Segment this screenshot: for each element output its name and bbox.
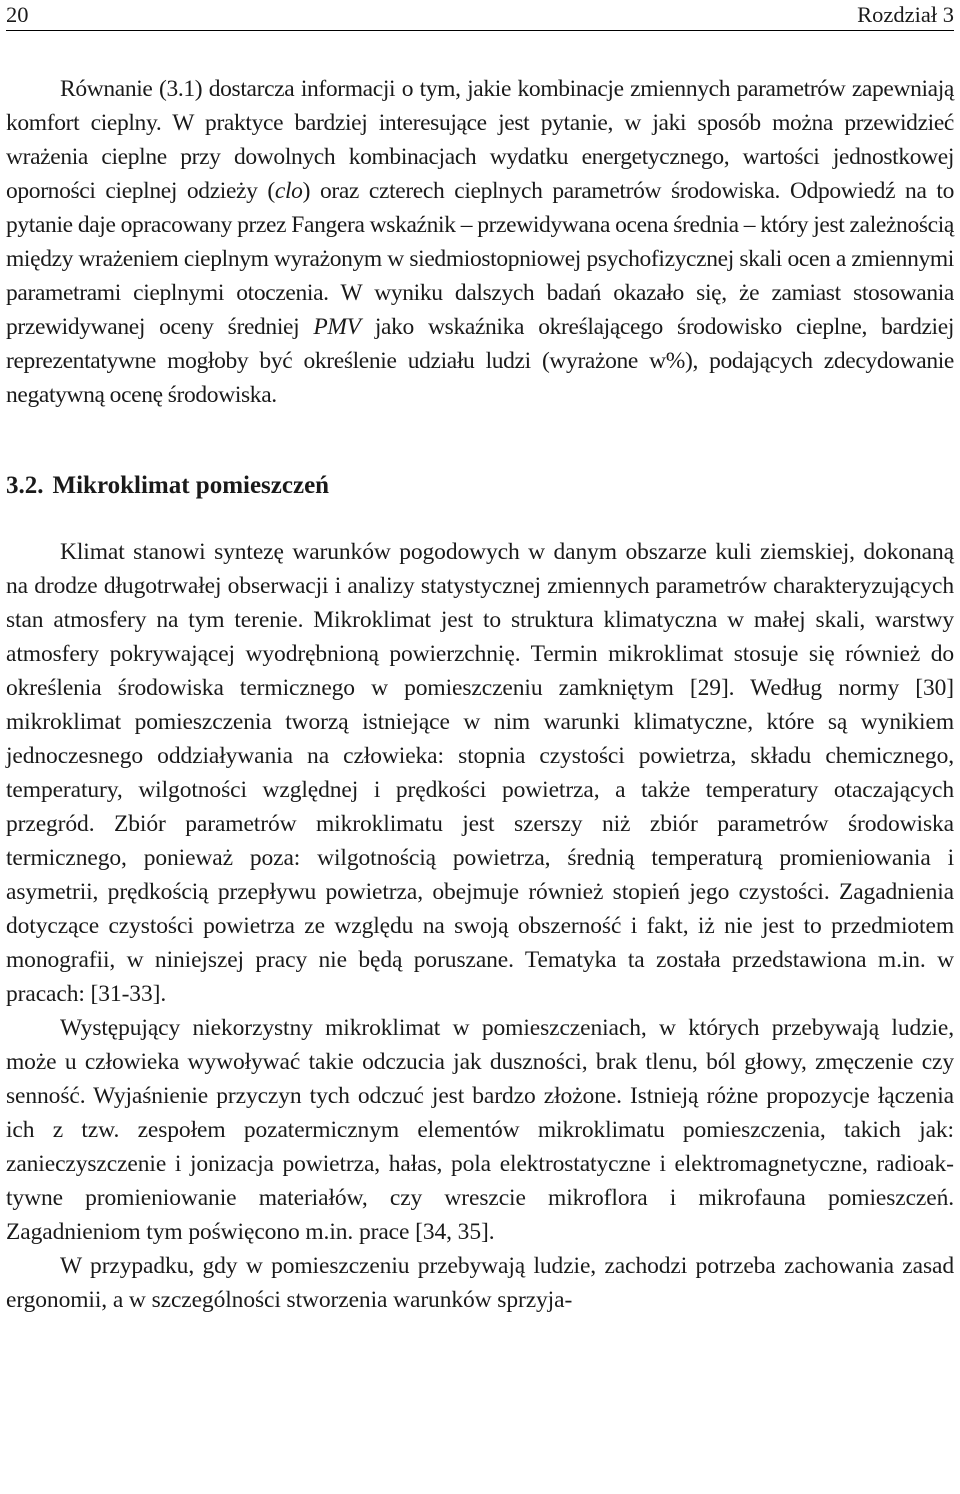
- clo-symbol: clo: [274, 178, 303, 204]
- section-body: [6, 535, 954, 1317]
- running-header: [6, 0, 954, 31]
- intro-text-part-2: ) oraz czterech cieplnych parametrów środowiska. Odpowiedź na to pytanie daje opracowany przez Fangera wskaźnik – przewidywana ocena średnia – który jest zależnością między wrażeniem cieplnym wyrażonym w siedmiostopniowej psychofizycznej skali ocen a zmiennymi parametrami cieplnymi otoczenia. W wyniku dalszych badań okazało się, że zamiast stosowania przewidywanej oceny średniej: [6, 178, 955, 340]
- section-heading: [6, 469, 954, 503]
- paragraph-adverse-microclimate: Występujący niekorzystny mikroklimat w pomieszczeniach, w których przebywają ludzie, może u człowieka wywoływać takie odczucia jak duszności, brak tlenu, ból głowy, zmęczenie czy senność. Wyjaśnienie przyczyn tych odczuć jest bardzo złożone. Istnieją różne propozycje łączenia ich z tzw. zespołem pozatermicznym elementów mikroklimatu pomieszczenia, takich jak: zanieczyszczenie i jonizacja powietrza, hałas, pola elektrostatyczne i elektromagnetyczne, radioaktywne promieniowanie materiałów, czy wreszcie mikroflora i mikrofauna pomieszczeń. Zagadnieniom tym poświęcono m.in. prace [34, 35].: [6, 1015, 954, 1245]
- body-text: [6, 72, 954, 1317]
- paragraph-ergonomics: W przypadku, gdy w pomieszczeniu przebywają ludzie, zachodzi potrzeba zachowania zasad ergonomii, a w szczególności stworzenia warunków sprzyja-: [6, 1253, 954, 1313]
- intro-paragraph: [6, 72, 954, 412]
- section-number: 3.2.: [6, 472, 44, 499]
- chapter-title: Rozdział 3: [857, 2, 954, 27]
- pmv-symbol: PMV: [313, 314, 361, 340]
- paragraph-climate-definition: Klimat stanowi syntezę warunków pogodowych w danym obszarze kuli ziemskiej, dokonaną na drodze długotrwałej obserwacji i analizy statystycznej zmiennych parametrów charakteryzujących stan atmosfery na tym terenie. Mikroklimat jest to struktura klimatyczna w małej skali, warstwy atmosfery pokrywającej wyodrębnioną powierzchnię. Termin mikroklimat stosuje się również do określenia środowiska termicznego w pomieszczeniu zamkniętym [29]. Według normy [30] mikroklimat pomieszczenia tworzą istniejące w nim warunki klimatyczne, które są wynikiem jednoczesnego oddziaływania na człowieka: stopnia czystości powietrza, składu chemicznego, temperatury, wilgotności względnej i prędkości powietrza, a także temperatury otaczających przegród. Zbiór parametrów mikroklimatu jest szerszy niż zbiór parametrów środowiska termicznego, ponieważ poza: wilgotnością powietrza, średnią temperaturą promieniowania i asymetrii, prędkością przepływu powietrza, obejmuje również stopień jego czystości. Zagadnienia dotyczące czystości powietrza ze względu na swoją obszerność i fakt, iż nie jest to przedmiotem monografii, w niniejszej pracy nie będą poruszane. Tematyka ta została przedstawiona m.in. w pracach: [31-33].: [6, 539, 954, 1007]
- intro-text-part-1: Równanie (3.1) dostarcza informacji o tym, jakie kombinacje zmiennych parametrów zapewniają komfort cieplny. W praktyce bardziej interesujące jest pytanie, w jaki sposób można przewidzieć wrażenia cieplne przy dowolnych kombinacjach wydatku energetycznego, wartości jednostkowej oporności cieplnej odzieży (: [6, 76, 954, 204]
- page-number: 20: [6, 2, 29, 27]
- intro-text-part-3: jako wskaźnika określającego środowisko cieplne, bardziej reprezentatywne mogłoby być określenie udziału ludzi (wyrażone w%), podających zdecydowanie negatywną ocenę środowiska.: [6, 314, 954, 408]
- section-title: Mikroklimat pomieszczeń: [52, 472, 330, 499]
